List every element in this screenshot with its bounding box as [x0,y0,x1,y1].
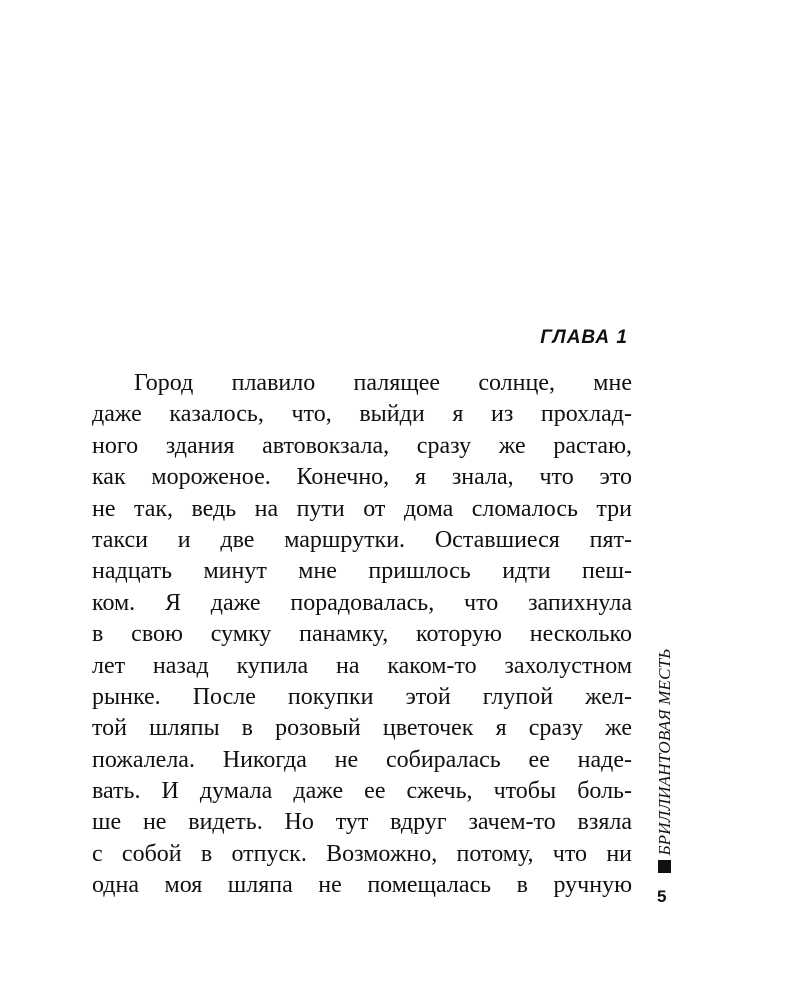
text-line: пожалела. Никогда не собиралась ее наде- [92,746,632,773]
body-text [92,368,632,902]
text-line: лет назад купила на каком-то захолустном [92,652,632,679]
text-line: в свою сумку панамку, которую несколько [92,621,632,648]
text-line: ком. Я даже порадовалась, что запихнула [92,589,632,616]
text-line: даже казалось, что, выйди я из прохлад- [92,401,632,428]
text-line: одна моя шляпа не помещалась в ручную [92,872,632,899]
text-line: рынке. После покупки этой глупой жел- [92,683,632,710]
page-number: 5 [657,887,667,906]
text-line: вать. И думала даже ее сжечь, чтобы боль- [92,778,632,805]
text-line: надцать минут мне пришлось идти пеш- [92,558,632,585]
text-line: ше не видеть. Но тут вдруг зачем-то взяла [92,809,632,836]
chapter-heading: ГЛАВА 1 [540,327,628,348]
running-title [650,634,680,870]
text-line: Город плавило палящее солнце, мне [134,370,632,396]
text-line: с собой в отпуск. Возможно, потому, что ни [92,840,632,867]
text-line: такси и две маршрутки. Оставшиеся пят- [92,526,632,553]
text-line: не так, ведь на пути от дома сломалось три [92,495,632,522]
text-line: ного здания автовокзала, сразу же растаю, [92,432,632,459]
square-marker-icon [658,860,671,873]
running-title-text: БРИЛЛИАНТОВАЯ МЕСТЬ [655,648,674,856]
text-line: как мороженое. Конечно, я знала, что это [92,464,632,491]
text-line: той шляпы в розовый цветочек я сразу же [92,715,632,742]
